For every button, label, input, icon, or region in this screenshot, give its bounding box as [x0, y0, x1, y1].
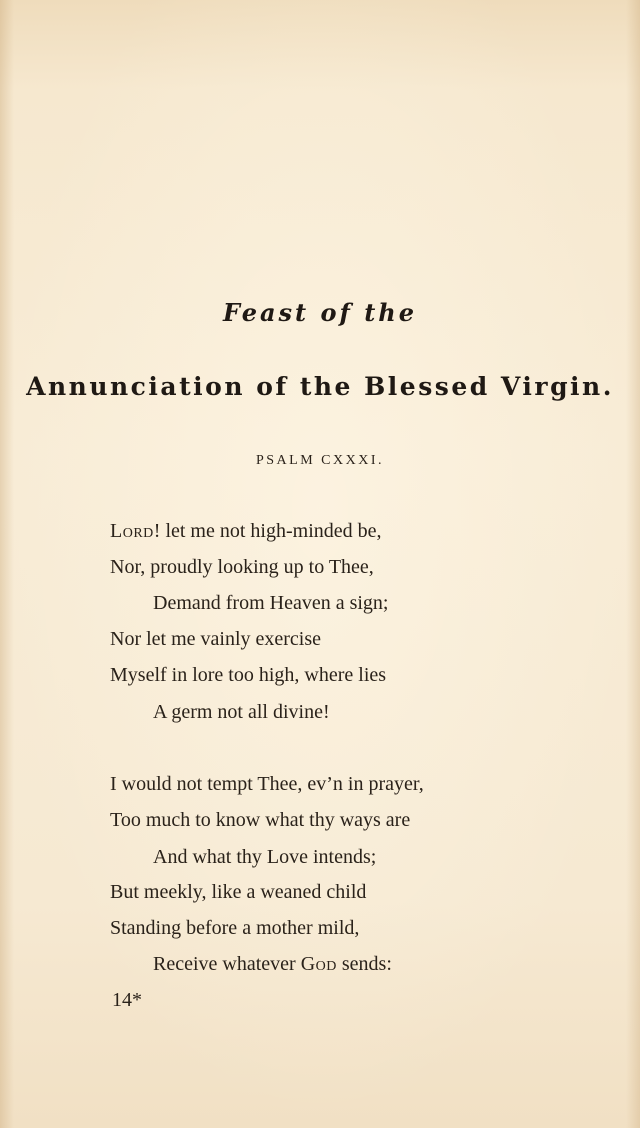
line-text: sends: [336, 953, 392, 975]
poem-line [110, 519, 382, 543]
smallcaps-word: God [300, 953, 337, 975]
poem-line: Nor, proudly looking up to Thee, [110, 556, 374, 578]
poem-line: I would not tempt Thee, ev’n in prayer, [110, 773, 424, 795]
heading-line-1: Feast of the [223, 298, 417, 327]
poem-line: Demand from Heaven a sign; [153, 592, 389, 614]
page-edge-left [0, 0, 14, 1128]
poem-line [153, 952, 392, 976]
signature-mark: 14* [112, 989, 142, 1011]
poem-line: Standing before a mother mild, [110, 917, 360, 939]
smallcaps-word: Lord [110, 520, 154, 542]
poem-line: Too much to know what thy ways are [110, 809, 411, 831]
line-text: ! let me not high-minded be, [153, 520, 382, 542]
psalm-label: PSALM CXXXI. [255, 453, 384, 468]
heading-line-2: Annunciation of the Blessed Virgin. [26, 372, 614, 401]
poem-line: Myself in lore too high, where lies [110, 664, 387, 686]
poem-line: But meekly, like a weaned child [110, 881, 367, 903]
poem-line: A germ not all divine! [153, 701, 330, 723]
page-edge-right [626, 0, 640, 1128]
line-text: Receive whatever [153, 953, 301, 975]
poem-line: And what thy Love intends; [153, 846, 377, 868]
poem-line: Nor let me vainly exercise [110, 628, 322, 650]
